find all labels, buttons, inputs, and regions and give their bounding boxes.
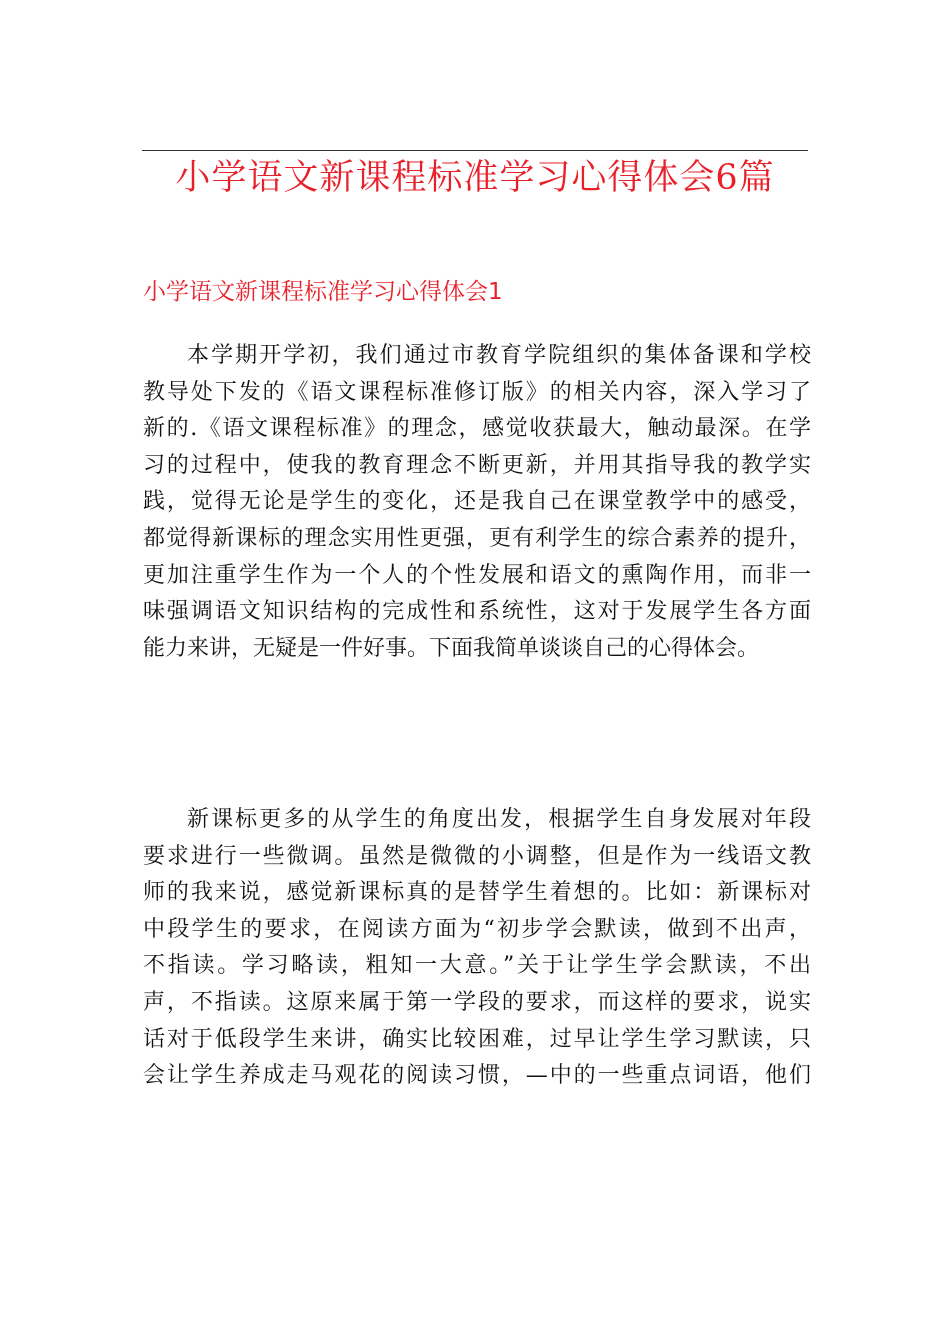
body-paragraph-1 — [143, 338, 811, 667]
paragraph-line: 本学期开学初，我们通过市教育学院组织的集体备课和学校 — [187, 343, 811, 368]
paragraph-line: 更加注重学生作为一个人的个性发展和语文的熏陶作用，而非一 — [143, 562, 811, 588]
paragraph-line: 新的.《语文课程标准》的理念，感觉收获最大，触动最深。在学 — [143, 416, 811, 442]
body-paragraph-2 — [143, 802, 811, 1095]
paragraph-line: 教导处下发的《语文课程标准修订版》的相关内容，深入学习了 — [143, 379, 811, 405]
paragraph-line: 都觉得新课标的理念实用性更强，更有利学生的综合素养的提升， — [143, 525, 811, 551]
paragraph-line: 不指读。学习略读，粗知一大意。”关于让学生学会默读，不出 — [143, 953, 811, 979]
paragraph-line: 师的我来说，感觉新课标真的是替学生着想的。比如：新课标对 — [143, 880, 811, 906]
paragraph-line: 习的过程中，使我的教育理念不断更新，并用其指导我的教学实 — [143, 452, 811, 478]
paragraph-line: 中段学生的要求，在阅读方面为“初步学会默读，做到不出声， — [143, 916, 811, 942]
paragraph-line: 践，觉得无论是学生的变化，还是我自己在课堂教学中的感受， — [143, 489, 811, 515]
paragraph-line: 新课标更多的从学生的角度出发，根据学生自身发展对年段 — [187, 807, 811, 832]
paragraph-line: 味强调语文知识结构的完成性和系统性，这对于发展学生各方面 — [143, 599, 811, 625]
document-title: 小学语文新课程标准学习心得体会6篇 — [175, 158, 775, 198]
paragraph-line: 能力来讲，无疑是一件好事。下面我简单谈谈自己的心得体会。 — [143, 635, 760, 661]
paragraph-line: 话对于低段学生来讲，确实比较困难，过早让学生学习默读，只 — [143, 1026, 811, 1052]
paragraph-line: 要求进行一些微调。虽然是微微的小调整，但是作为一线语文教 — [143, 843, 811, 869]
paragraph-line: 会让学生养成走马观花的阅读习惯，—中的一些重点词语，他们 — [143, 1063, 811, 1089]
section-heading: 小学语文新课程标准学习心得体会1 — [143, 279, 503, 305]
paragraph-line: 声，不指读。这原来属于第一学段的要求，而这样的要求，说实 — [143, 989, 811, 1015]
